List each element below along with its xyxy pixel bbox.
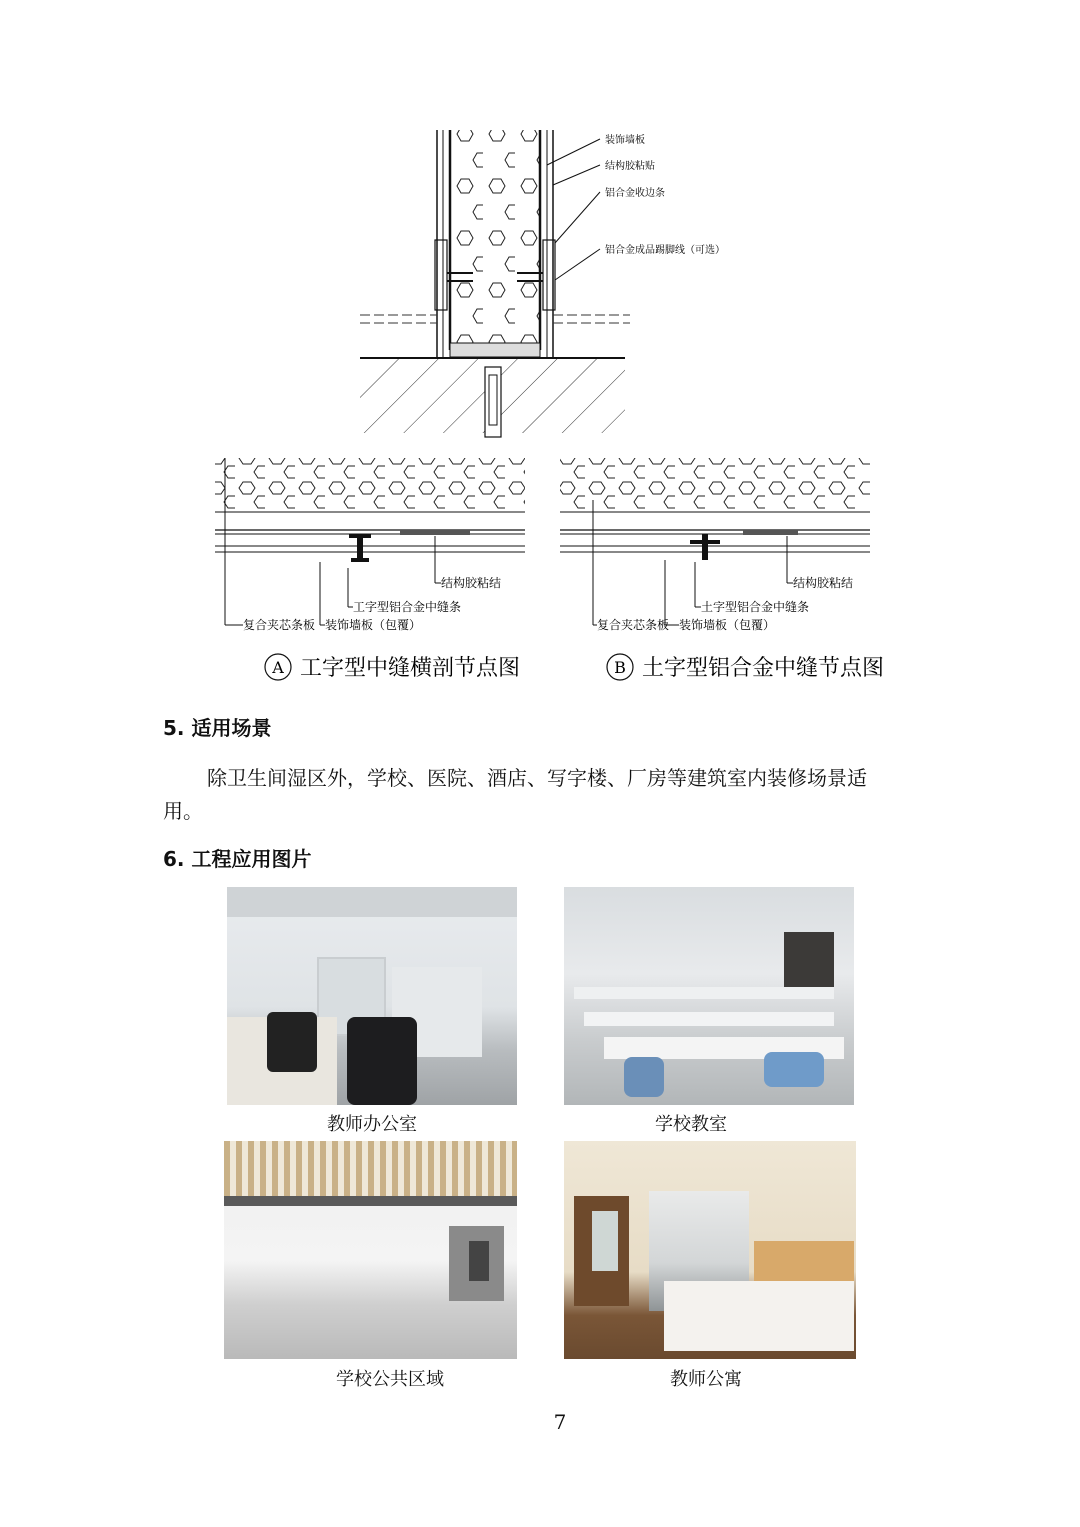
caption-school-classroom: 学校教室	[655, 1114, 727, 1135]
detail-b-label-joint: 土字型铝合金中缝条	[701, 600, 810, 614]
label-trim: 铝合金收边条	[605, 188, 665, 199]
caption-teacher-office: 教师办公室	[327, 1114, 417, 1135]
page-number: 7	[553, 1410, 567, 1434]
photo-teacher-apartment	[564, 1141, 856, 1359]
caption-teacher-apartment: 教师公寓	[670, 1369, 742, 1390]
section-5-text-line1: 除卫生间湿区外，学校、医院、酒店、写字楼、厂房等建筑室内装修场景适	[207, 766, 867, 790]
section-5-text-line2: 用。	[163, 799, 203, 823]
section-5-title: 5. 适用场景	[163, 716, 272, 740]
section-6-title: 6. 工程应用图片	[163, 847, 312, 871]
detail-a-label-panel: 装饰墙板（包覆）	[325, 618, 422, 632]
photo-teacher-office	[227, 887, 517, 1105]
detail-a-caption: 工字型中缝横剖节点图	[300, 656, 521, 681]
caption-school-public-area: 学校公共区域	[336, 1369, 444, 1390]
detail-a-label-core: 复合夹芯条板	[243, 618, 316, 632]
detail-a-label-glue: 结构胶粘结	[441, 576, 502, 590]
detail-b-caption: 土字型铝合金中缝节点图	[642, 656, 885, 681]
detail-b-label-panel: 装饰墙板（包覆）	[679, 618, 776, 632]
photo-school-public-area	[224, 1141, 517, 1359]
label-skirting: 铝合金成品踢脚线（可选）	[605, 245, 725, 256]
detail-b-label-glue: 结构胶粘结	[793, 576, 854, 590]
detail-b-label-core: 复合夹芯条板	[597, 618, 670, 632]
photo-school-classroom	[564, 887, 854, 1105]
detail-a-label-joint: 工字型铝合金中缝条	[353, 600, 462, 614]
detail-a-marker: A	[272, 658, 284, 677]
detail-b-marker: B	[614, 658, 626, 677]
wall-section-drawing	[355, 125, 725, 445]
label-glue: 结构胶粘贴	[605, 161, 655, 172]
detail-b-drawing	[555, 450, 885, 690]
label-decor-panel: 装饰墙板	[605, 135, 645, 146]
detail-a-drawing	[205, 450, 535, 690]
